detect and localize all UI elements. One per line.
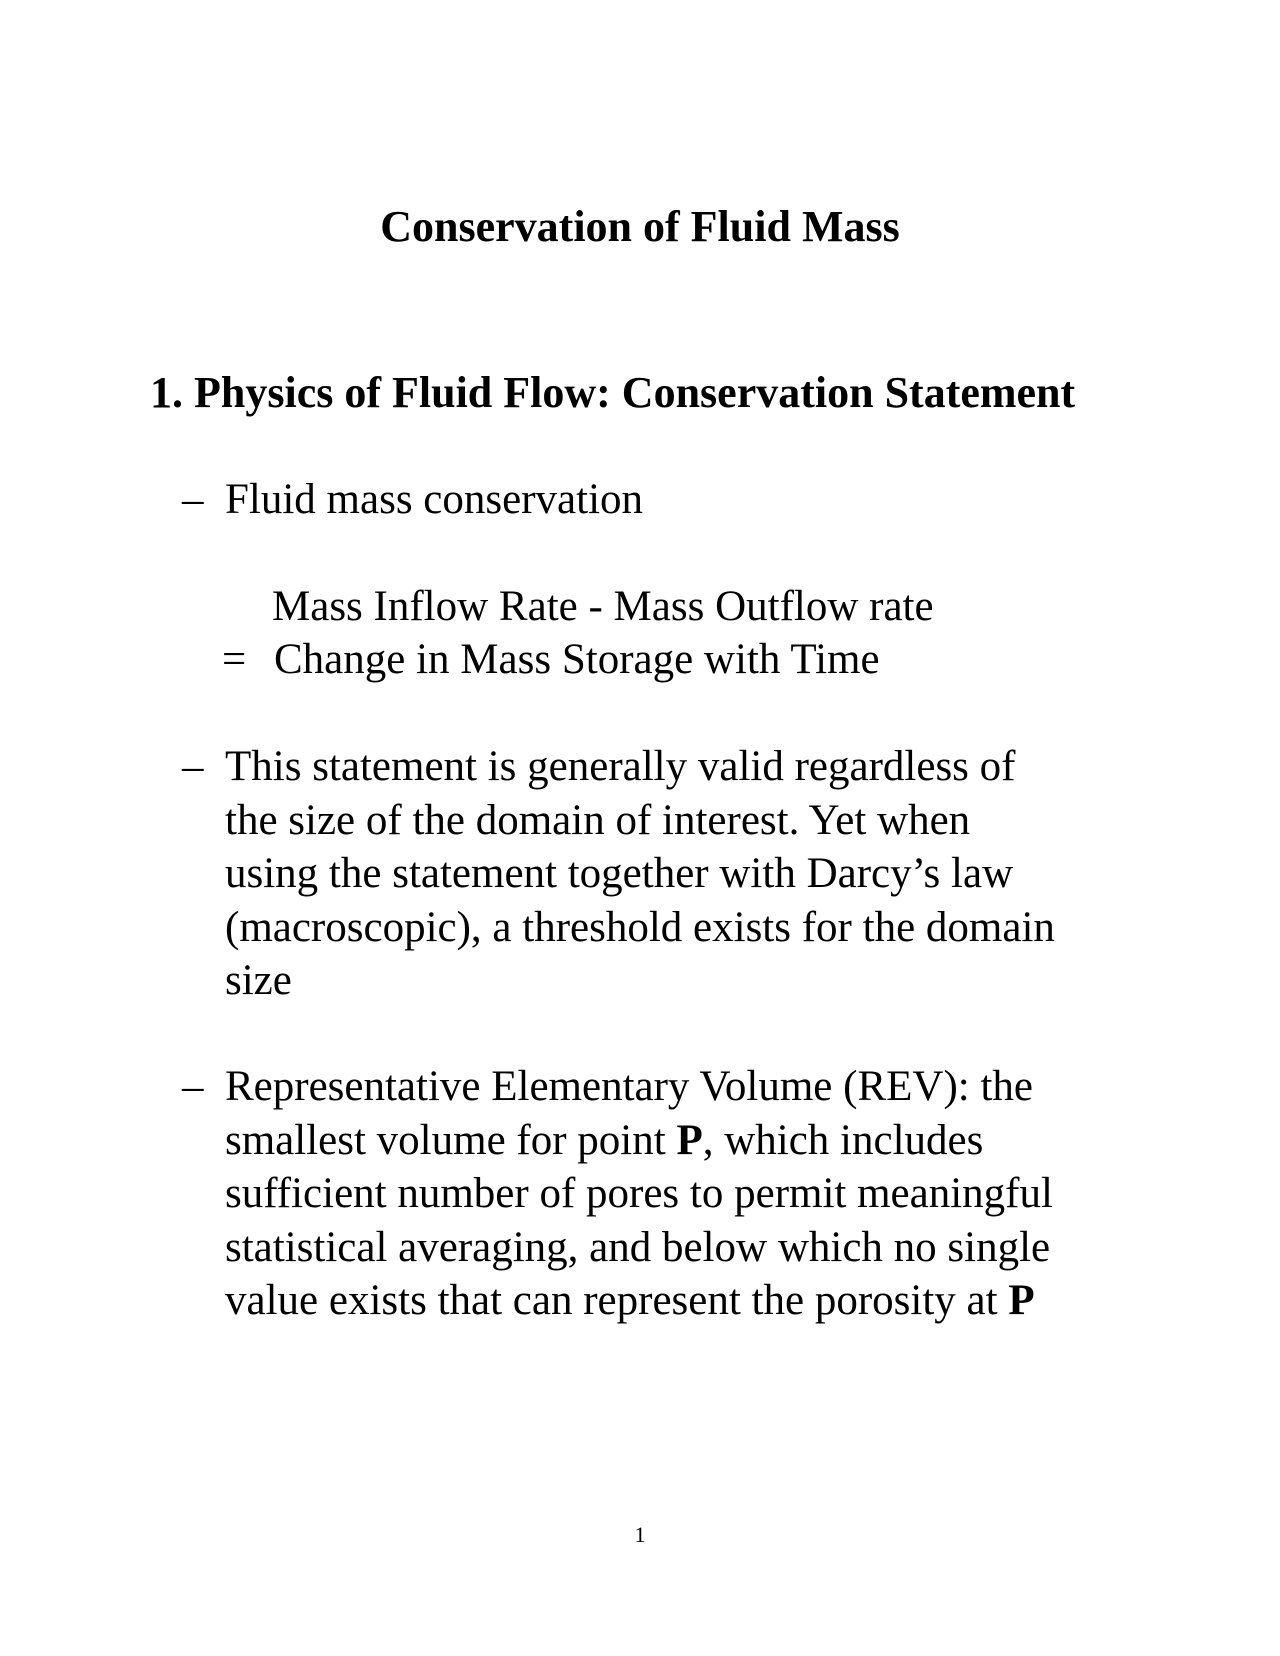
bullet-text xyxy=(225,473,1125,527)
page-title: Conservation of Fluid Mass xyxy=(380,202,900,251)
bullet-line: size xyxy=(225,957,292,1004)
bullet-line xyxy=(225,1114,1125,1168)
equation-line-2 xyxy=(222,633,880,687)
bullet-line: using the statement together with Darcy’s law xyxy=(225,850,1014,897)
text-run: smallest volume for point xyxy=(225,1116,677,1164)
bullet-text xyxy=(225,1060,1125,1328)
page-number: 1 xyxy=(634,1522,646,1547)
bullet-text xyxy=(225,740,1125,1008)
equals-sign: = xyxy=(222,636,247,683)
text-run: value exists that can represent the porosity at xyxy=(225,1277,1009,1324)
bullet-line: statistical averaging, and below which no single xyxy=(225,1223,1051,1271)
section-heading: 1. Physics of Fluid Flow: Conservation Statement xyxy=(150,368,1076,417)
bullet-dash: – xyxy=(182,476,204,523)
bullet-line: This statement is generally valid regardless of xyxy=(225,743,1016,790)
bullet-line: Representative Elementary Volume (REV): the xyxy=(225,1063,1034,1110)
bullet-line xyxy=(225,1274,1125,1328)
equation-rhs: Change in Mass Storage with Time xyxy=(274,636,880,683)
bullet-line: the size of the domain of interest. Yet when xyxy=(225,796,971,844)
text-run: , which includes xyxy=(702,1116,984,1164)
bullet-line: Fluid mass conservation xyxy=(225,476,644,523)
equation-line-1: Mass Inflow Rate - Mass Outflow rate xyxy=(272,583,934,630)
bullet-line: (macroscopic), a threshold exists for the domain xyxy=(225,903,1055,951)
point-p-bold: P xyxy=(676,1116,703,1164)
point-p-bold: P xyxy=(1008,1277,1035,1324)
bullet-dash: – xyxy=(182,1063,204,1110)
bullet-line: sufficient number of pores to permit meaningful xyxy=(225,1170,1053,1217)
bullet-dash: – xyxy=(182,743,204,790)
